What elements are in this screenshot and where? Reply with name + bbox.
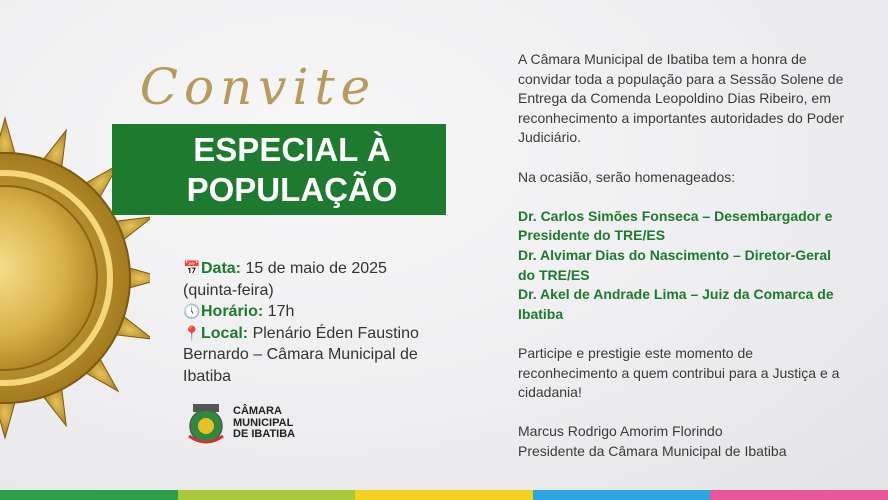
stripe-pink — [710, 490, 888, 500]
event-details — [183, 258, 433, 387]
invitation-text — [518, 50, 848, 461]
occasion-paragraph: Na ocasião, serão homenageados: — [518, 168, 736, 185]
honoree-2: Dr. Alvimar Dias do Nascimento – Diretor-Geral do TRE/ES — [518, 246, 832, 283]
date-value: 15 de maio de 2025 (quinta-feira) — [183, 260, 387, 299]
stripe-green — [0, 490, 178, 500]
honoree-3: Dr. Akel de Andrade Lima – Juiz da Comarca de Ibatiba — [518, 286, 834, 322]
time-value: 17h — [263, 303, 295, 320]
title-banner — [112, 124, 446, 215]
pin-icon: 📍 — [183, 324, 201, 341]
place-label: Local: — [201, 324, 249, 342]
camara-logo-text — [233, 406, 313, 441]
stripe-yellow — [355, 490, 533, 500]
date-label: Data: — [201, 260, 242, 277]
title-banner-line2: POPULAÇÃO — [186, 171, 398, 208]
logo-line3: DE IBATIBA — [233, 428, 296, 440]
invitation-script-title: Convite — [139, 58, 377, 116]
logo-line2: MUNICIPAL — [233, 416, 294, 429]
closing-paragraph: Participe e prestigie este momento de reconhecimento a quem contribui para a Justiça e a cidadania! — [518, 344, 840, 401]
color-stripe — [0, 490, 888, 500]
clock-icon: 🕔 — [183, 303, 201, 319]
intro-paragraph: A Câmara Municipal de Ibatiba tem a honra de convidar toda a população para a Sessão Solene de Entrega da Comenda Leopoldino Dias Ribeiro, em reconhecimento a importantes autoridades do Poder Judiciário. — [518, 51, 845, 146]
title-banner-line1: ESPECIAL À — [193, 131, 391, 168]
stripe-blue — [533, 490, 711, 500]
stripe-lime — [178, 490, 356, 500]
place-value: Plenário Éden Faustino Bernardo – Câmara Municipal de Ibatiba — [183, 324, 419, 385]
signer-role: Presidente da Câmara Municipal de Ibatiba — [518, 442, 787, 459]
logo-line1: CÂMARA — [233, 405, 282, 417]
honoree-1: Dr. Carlos Simões Fonseca – Desembargador e Presidente do TRE/ES — [518, 207, 833, 244]
time-label: Horário: — [201, 303, 264, 320]
calendar-icon: 📅 — [183, 260, 201, 276]
signer-name: Marcus Rodrigo Amorim Florindo — [518, 423, 723, 440]
